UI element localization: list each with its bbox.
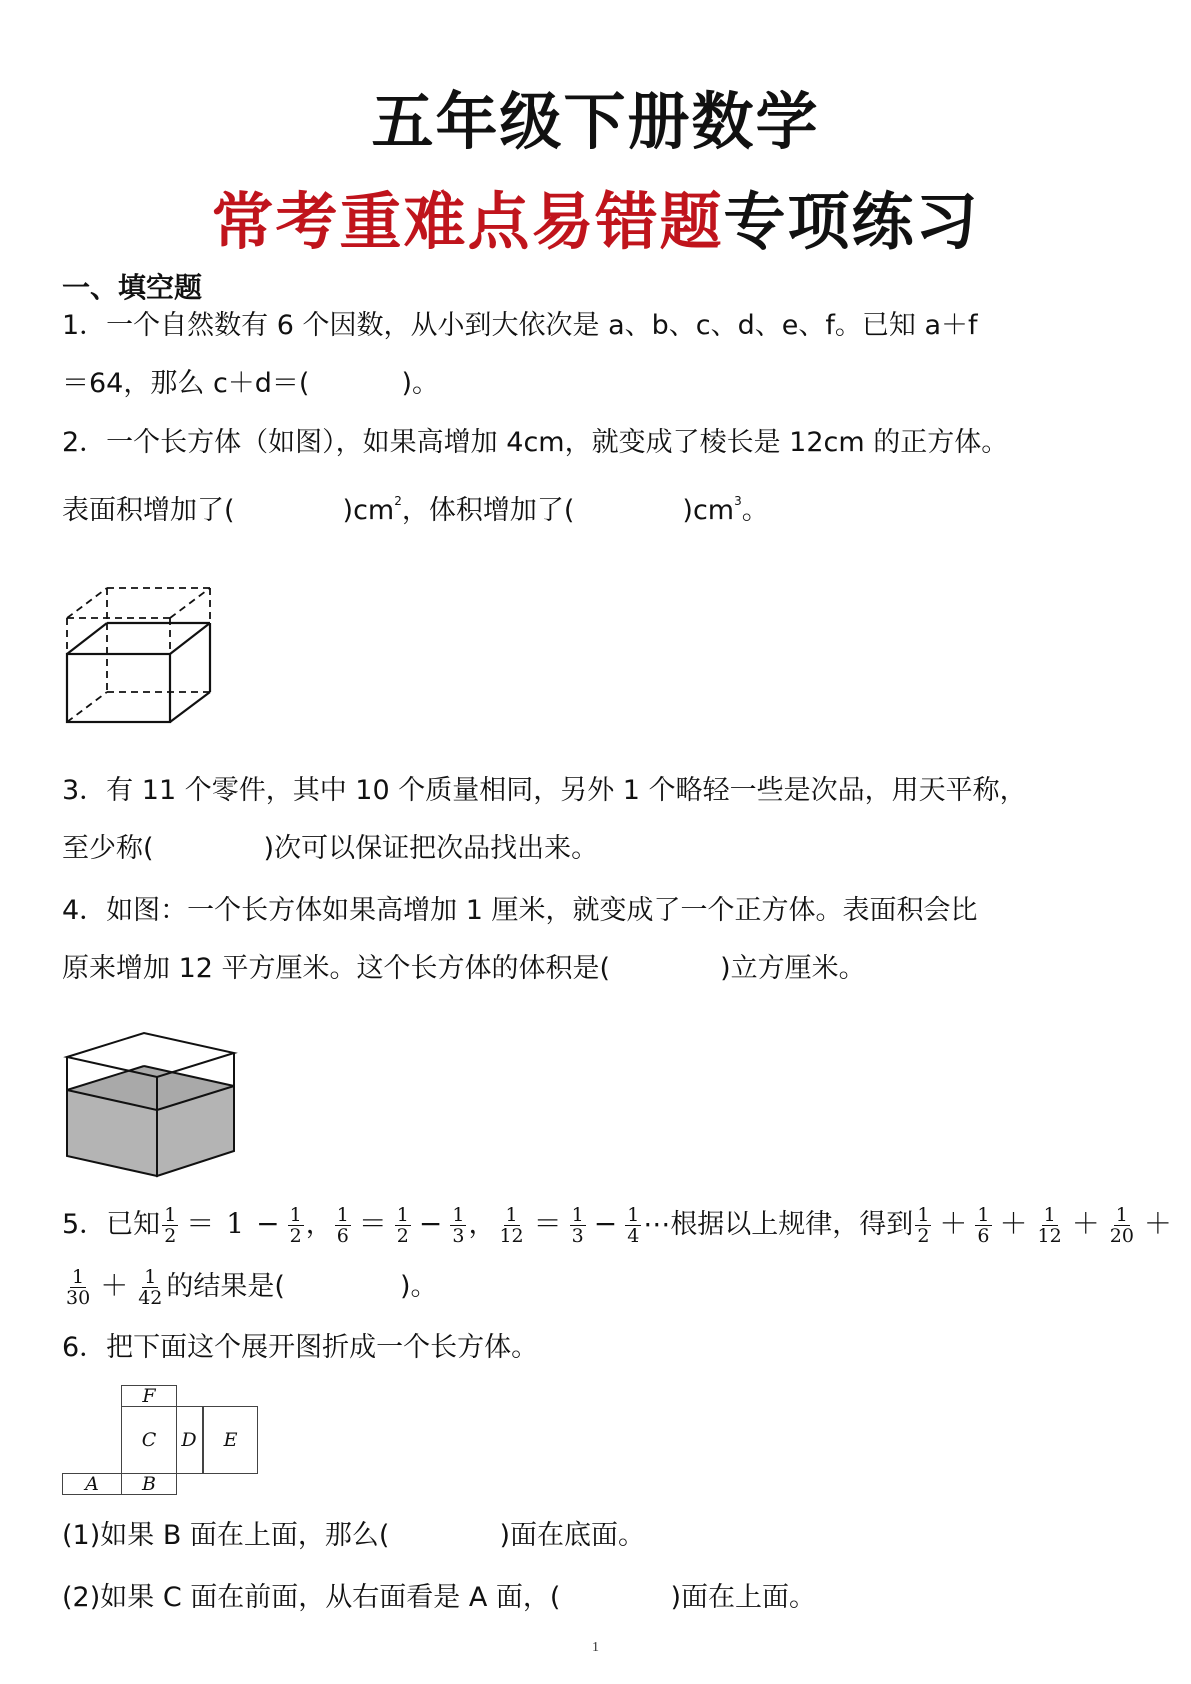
- q2-sup-2: 2: [394, 494, 402, 508]
- q1-line1: 1．一个自然数有 6 个因数，从小到大依次是 a、b、c、d、e、f。已知 a＋f: [62, 310, 978, 341]
- fraction-1-4: $\frac{1}{4}$: [627, 1204, 640, 1247]
- q6-sub2-text-a: (2)如果 C 面在前面，从右面看是 A 面，(: [62, 1582, 561, 1613]
- q5-middle-text: 根据以上规律，得到: [670, 1209, 914, 1240]
- q4-text-a: 原来增加 12 平方厘米。这个长方体的体积是(: [62, 953, 611, 984]
- q6-net-figure: [62, 1385, 262, 1495]
- q3-text-a: 至少称(: [62, 833, 154, 864]
- net-face-c: C: [121, 1406, 177, 1474]
- subtitle-black-part: 专项练习: [723, 185, 980, 258]
- fraction-1-2: $\frac{1}{2}$: [396, 1204, 409, 1247]
- q1-text-a: ＝64，那么 c＋d＝(: [62, 368, 310, 399]
- q3-line2: [62, 831, 598, 867]
- q4-cube-figure: [62, 1008, 242, 1178]
- fraction-1-3: $\frac{1}{3}$: [571, 1204, 584, 1247]
- q6-sub2-text-b: )面在上面。: [670, 1582, 816, 1613]
- fraction-1-6: $\frac{1}{6}$: [977, 1204, 990, 1247]
- q2-text-c: ，体积增加了(: [401, 495, 575, 526]
- q6-sub1: [62, 1518, 645, 1554]
- net-face-e: E: [203, 1406, 258, 1474]
- fraction-1-2: $\frac{1}{2}$: [289, 1204, 302, 1247]
- q3-line1: 3．有 11 个零件，其中 10 个质量相同，另外 1 个略轻一些是次品，用天平称，: [62, 775, 1027, 806]
- q1-text-b: )。: [401, 368, 440, 399]
- q5-line1: 5．已知 $\frac{1}{2}$ ＝ 1 − $\frac{1}{2}$ ， $\frac{1}{6}$ ＝ $\frac{1}{2}$ − $\frac{1}{3}$ ， $\frac{1}{12}$ ＝ $\frac{1}{3}$ − $\frac{1}{4}$ ⋯根据以上规律，得到 $\frac{1}{2}$ ＋ $\frac{1}{6}$ ＋ $\frac{1}{12}$ ＋ $\frac{1}{20}$ ＋: [62, 1204, 1172, 1247]
- fraction-1-20: $\frac{1}{20}$: [1109, 1204, 1134, 1247]
- q2-text-b: )cm: [342, 495, 395, 526]
- q6-sub1-text-a: (1)如果 B 面在上面，那么(: [62, 1520, 390, 1551]
- fraction-1-42: $\frac{1}{42}$: [138, 1266, 163, 1309]
- q4-line2: [62, 951, 866, 987]
- q1-line2: [62, 366, 439, 402]
- q5-prefix: 5．已知: [62, 1209, 161, 1240]
- q3-text-b: )次可以保证把次品找出来。: [263, 833, 599, 864]
- document-subtitle: [0, 172, 1191, 261]
- page-number: 1: [592, 1640, 599, 1655]
- section-title: 一、填空题: [62, 271, 203, 304]
- fraction-1-12: $\frac{1}{12}$: [1037, 1204, 1062, 1247]
- q5-text-b: )。: [399, 1271, 438, 1302]
- subtitle-red-part: 常考重难点易错题: [211, 185, 724, 258]
- q6-sub2: [62, 1580, 816, 1616]
- q2-text-e: 。: [741, 495, 769, 526]
- q4-line1: 4．如图：一个长方体如果高增加 1 厘米，就变成了一个正方体。表面积会比: [62, 895, 978, 926]
- fraction-1-6: $\frac{1}{6}$: [336, 1204, 349, 1247]
- net-face-f: F: [121, 1385, 177, 1407]
- net-face-a: A: [62, 1473, 122, 1495]
- q2-line1: 2．一个长方体（如图），如果高增加 4cm，就变成了棱长是 12cm 的正方体。: [62, 427, 1009, 458]
- q6-line1: 6．把下面这个展开图折成一个长方体。: [62, 1332, 539, 1363]
- q2-cuboid-figure: [62, 585, 222, 725]
- q6-sub1-text-b: )面在底面。: [499, 1520, 646, 1551]
- q5-text-a: 的结果是(: [166, 1271, 285, 1302]
- q5-line2: $\frac{1}{30}$ ＋ $\frac{1}{42}$ 的结果是( )。: [66, 1266, 438, 1309]
- q2-text-a: 表面积增加了(: [62, 495, 235, 526]
- q2-text-d: )cm: [682, 495, 735, 526]
- q2-sup-3: 3: [734, 494, 742, 508]
- fraction-1-30: $\frac{1}{30}$: [66, 1266, 91, 1309]
- fraction-1-3: $\frac{1}{3}$: [452, 1204, 465, 1247]
- net-face-b: B: [121, 1473, 177, 1495]
- fraction-1-2: $\frac{1}{2}$: [164, 1204, 177, 1247]
- net-face-d: D: [176, 1406, 203, 1474]
- q2-line2: [62, 483, 769, 529]
- q4-text-b: )立方厘米。: [720, 953, 866, 984]
- document-title: 五年级下册数学: [371, 85, 820, 158]
- fraction-1-2: $\frac{1}{2}$: [917, 1204, 930, 1247]
- fraction-1-12: $\frac{1}{12}$: [499, 1204, 524, 1247]
